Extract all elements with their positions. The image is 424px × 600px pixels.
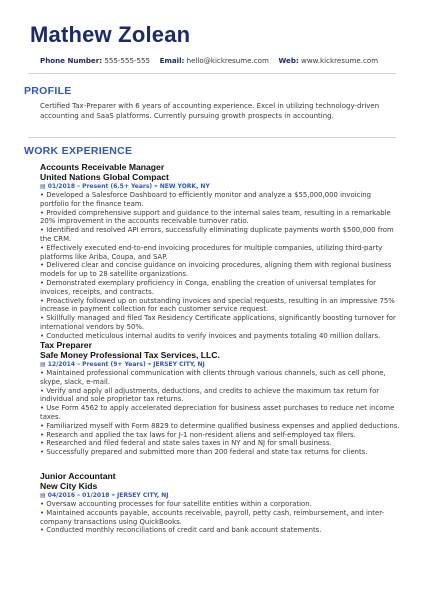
job-meta [40,360,402,369]
web-value: www.kickresume.com [301,56,379,65]
phone-label: Phone Number: [40,56,103,65]
job-location: JERSEY CITY, NJ [153,361,205,368]
job-dates: 12/2014 – Present (9+ Years) [47,361,146,368]
job-title: Tax Preparer [40,340,92,350]
company-name: United Nations Global Compact [40,172,169,182]
job-dates: 04/2016 – 01/2018 [47,492,110,499]
job-entry [40,162,402,341]
job-title: Accounts Receivable Manager [40,162,165,172]
location-pin-icon: ⌖ [111,492,115,499]
email-label: Email: [159,56,185,65]
bullet-item: • Conducted meticulous internal audits to verify invoices and payments totaling 40 million dollars. [40,331,381,340]
bullet-item: • Oversaw accounting processes for four satellite entities within a corporation. [40,500,312,508]
job-entry [40,340,402,457]
bullet-item: • Delivered clear and concise guidance on invoicing procedures, aligning them with regional business models for up to 28 satellite organizations. [40,261,392,279]
contact-line [40,56,378,65]
bullet-item: • Maintained professional communication with clients through various channels, such as cell phone, skype, slack, e-mail. [40,369,386,386]
job-location: JERSEY CITY, NJ [117,492,169,499]
job-meta [40,182,402,191]
calendar-icon: ▤ [40,361,46,368]
bullet-item: • Verify and apply all adjustments, deductions, and credits to achieve the maximum tax return for individual and sole proprietor tax returns. [40,386,380,404]
bullet-item: • Conducted monthly reconciliations of credit card and bank account statements. [40,526,322,535]
profile-heading: PROFILE [24,85,72,97]
company-name: Safe Money Professional Tax Services, LLC. [40,350,220,360]
job-bullets [40,500,402,535]
job-title: Junior Accountant [40,471,116,481]
work-experience-heading: WORK EXPERIENCE [24,145,133,157]
bullet-item: • Successfully prepared and submitted more than 200 federal and state tax returns for clients. [40,448,368,457]
candidate-name: Mathew Zolean [30,22,191,47]
bullet-item: • Maintained accounts payable, accounts receivable, payroll, petty cash, reimbursement, and inter-company transactions using QuickBooks. [40,508,385,526]
location-pin-icon: ⌖ [154,183,158,190]
bullet-item: • Proactively followed up on outstanding invoices and special requests, resulting in an impressive 75% increase in payment collection for each customer service request. [40,296,395,314]
calendar-icon: ▤ [40,183,46,190]
company-name: New City Kids [40,481,98,491]
job-meta [40,491,402,500]
bullet-item: • Identified and resolved API errors, successfully eliminating duplicate payments worth $500,000 from the CRM. [40,226,394,243]
job-bullets [40,191,402,341]
location-pin-icon: ⌖ [147,361,152,368]
bullet-item: • Use Form 4562 to apply accelerated depreciation for business asset purchases to reduce net income taxes. [40,404,395,421]
bullet-item: • Developed a Salesforce Dashboard to efficiently monitor and analyze a $55,000,000 invoicing portfolio for the finance team. [40,191,372,208]
bullet-item: • Demonstrated exemplary proficiency in Conga, enabling the creation of universal templates for invoices, receipts, and contracts. [40,278,377,296]
job-dates: 01/2018 – Present (6.5+ Years) [47,183,153,190]
email-value: hello@kickresume.com [186,56,269,65]
bullet-item: • Provided comprehensive support and guidance to the internal sales team, resulting in a remarkable 20% improvement in the accounts receivable turnover ratio. [40,208,391,226]
bullet-item: • Effectively executed end-to-end invoicing procedures for multiple companies, utilizing third-party platforms like Ariba, Coupa, and SAP. [40,243,383,261]
profile-summary: Certified Tax-Preparer with 6 years of accounting experience. Excel in utilizing technology-driven accounting and SaaS platforms. Currently pursuing growth prospects in accounting. [40,102,380,120]
bullet-item: • Research and applied the tax laws for J-1 non-resident aliens and self-employed tax filers. [40,430,356,439]
phone-value: 555-555-555 [104,56,151,65]
web-label: Web: [278,56,299,65]
job-bullets [40,369,402,457]
job-location: NEW YORK, NY [159,183,210,190]
divider [28,137,396,138]
job-entry [40,471,402,535]
divider [28,73,396,74]
bullet-item: • Skillfully managed and filed Tax Residency Certificate applications, significantly boosting turnover for international vendors by 50%. [40,314,396,331]
calendar-icon: ▤ [40,492,46,499]
bullet-item: • Familiarized myself with Form 8829 to determine qualified business expenses and applied deductions. [40,421,400,430]
bullet-item: • Researched and filed federal and state sales taxes in NY and NJ for small business. [40,439,332,448]
